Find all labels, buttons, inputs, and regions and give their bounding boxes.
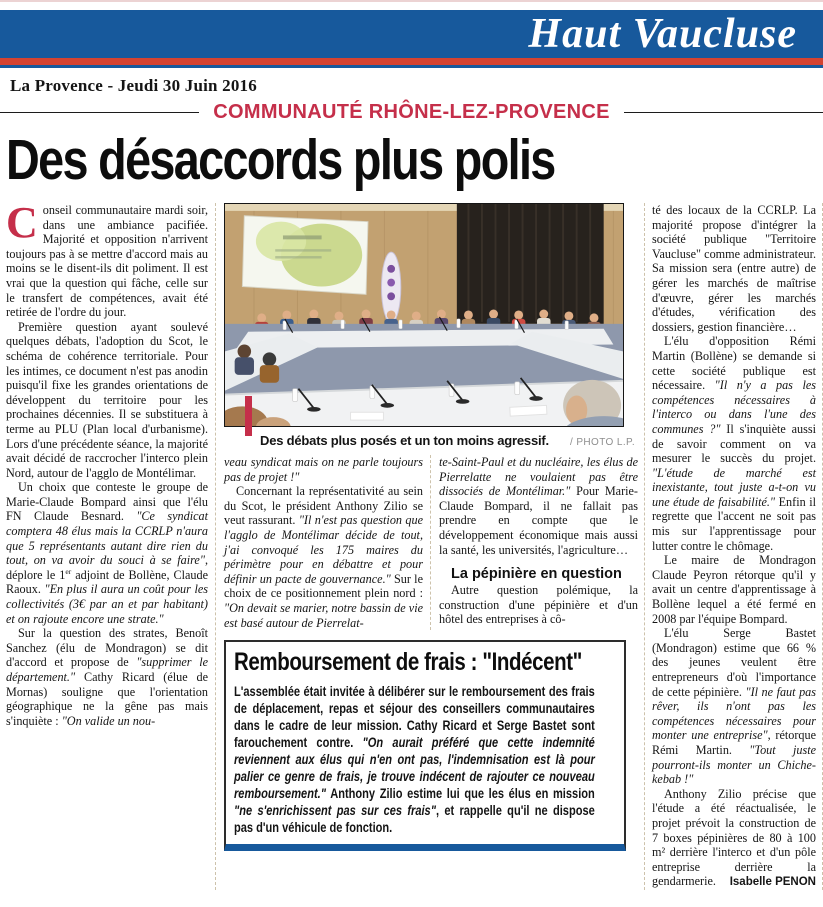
column-2 xyxy=(224,455,431,630)
photo-block xyxy=(224,203,638,427)
section-title: COMMUNAUTÉ RHÔNE-LEZ-PROVENCE xyxy=(213,101,610,123)
sidebar-box-inner xyxy=(234,648,595,836)
paragraph xyxy=(6,198,208,320)
section-row xyxy=(0,101,823,124)
caption-accent-bar xyxy=(245,396,252,436)
paragraph: Autre question polémique, la construction d'une pépinière et d'un hôtel des entreprises à cô- xyxy=(439,583,638,627)
sidebar-box xyxy=(224,640,626,851)
paragraph: L'élu Serge Bastet (Mondragon) estime que 66 % des jeunes veulent être entrepreneurs d'où l'importance de cette pépinière. "Il ne faut pas rêver, ils n'ont pas les compétences nécessaires pour monter une entreprise", rétorque Rémi Martin. "Tout juste pourront-ils monter un Chiche-kebab !" xyxy=(652,626,816,787)
subhead-pepiniere: La pépinière en question xyxy=(451,566,622,583)
meeting-photo xyxy=(224,203,624,427)
date-line: La Provence - Jeudi 30 Juin 2016 xyxy=(10,76,257,95)
sidebar-box-body: L'assemblée était invitée à délibérer sur le remboursement des frais de déplacement, repas et séjour des conseillers communautaires dans le cadre de leur mission. Cathy Ricard et Serge Bastet sont farouchement contre. "On aurait préféré que cette indemnité reviennent aux élus qui n'en ont pas, l'indemnisation est là pour palier ce genre de frais, je trouve indécent de rajouter ce nouveau remboursement." Anthony Zilio estime lui que les élus en mission "ne s'enrichissent pas sur ces frais", et rappelle qu'il ne dispose pas d'un véhicule de fonction. xyxy=(234,684,595,836)
paragraph: veau syndicat mais on ne parle toujours pas de projet !" xyxy=(224,455,423,484)
paragraph: Un choix que conteste le groupe de Marie-Claude Bompard ainsi que l'élu FN Claude Besnard. "Ce syndicat comptera 48 élus mais la CCRLP n'aura que 5 représentants autant dire rien du tout, on va avoir du souci à se faire", déplore le 1er adjoint de Bollène, Claude Raoux. "En plus il aura un coût pour les collectivités (3€ par an et par habitant) et on rajoute encore une strate." xyxy=(6,480,208,626)
paragraph: Sur la question des strates, Benoît Sanchez (élu de Mondragon) se dit d'accord et propose de "supprimer le département." Cathy Ricard (élue de Mornas) souligne que l'orientation géographique ne la gêne pas mais s'inquiète : "On valide un nou- xyxy=(6,626,208,728)
region-title: Haut Vaucluse xyxy=(528,11,797,57)
top-hairline xyxy=(0,0,823,2)
paragraph: té des locaux de la CCRLP. La majorité propose d'intégrer la société publique "Territoire Vaucluse" comme administrateur. Sa mission sera (entre autre) de gérer les marchés de maîtrise d'œuvre, gérer les marchés d'études, vérification des dossiers, gestion financière… xyxy=(652,203,816,334)
masthead-blue-stripe xyxy=(0,65,823,68)
article-body xyxy=(0,198,823,890)
photo-caption-row xyxy=(224,433,638,448)
paragraph: Concernant la représentativité au sein du Scot, le président Anthony Zilio se veut rassurant. "Il n'est pas question que l'agglo de Montélimar décide de tout, j'ai convoqué les 175 maires du périmètre pour en débattre et pour définir un pacte de gouvernance." Sur le choix de ce positionnement plein nord : "On devait se marier, notre bassin de vie est basé autour de Pierrelat- xyxy=(224,484,423,630)
section-rule-right xyxy=(624,112,823,113)
column-3 xyxy=(439,455,638,630)
paragraph xyxy=(652,787,816,889)
column-1 xyxy=(6,198,216,890)
photo-credit: / PHOTO L.P. xyxy=(569,437,635,448)
column-4 xyxy=(645,203,816,890)
photo-caption: Des débats plus posés et un ton moins agressif. xyxy=(260,433,549,448)
paragraph-text: onseil communautaire mardi soir, dans une ambiance pacifiée. Majorité et opposition n'arrivent toujours pas à se mettre d'accord mais au moins se le disent-ils dit poliment. Il est vrai que la question qui fâche, celle sur le transfert de compétences, avait été retirée de l'ordre du jour. xyxy=(6,203,208,320)
section-rule-left xyxy=(0,112,199,113)
masthead-red-stripe xyxy=(0,58,823,65)
paragraph: Première question ayant soulevé quelques débats, l'adoption du Scot, le schéma de cohérence territoriale. Pour les intimes, ce document n'est pas anodin puisqu'il fixe les grandes orientations de développent du territoire pour les prochaines décennies. Il se substituera à terme au PLU (Plan local d'urbanisme). Lors d'une précédente séance, la majorité avait décidé de raccrocher l'interco plein Nord, autour de l'agglo de Montélimar. xyxy=(6,319,208,480)
masthead-banner xyxy=(0,10,823,58)
byline: Isabelle PENON xyxy=(729,876,816,889)
paragraph: L'élu d'opposition Rémi Martin (Bollène) se demande si cette société publique est nécessaire. "Il n'y a pas les compétences nécessaires à l'interco ou dans l'une des communes ?" Il s'inquiète aussi de savoir comment on va mesurer le succès du projet. "L'étude de marché est inexistante, tout juste a-t-on vu une étude de faisabilité." Enfin il regrette que l'accent ne soit pas mis sur l'apprentissage pour lutter contre le chômage. xyxy=(652,334,816,553)
sidebar-box-title: Remboursement de frais : "Indécent" xyxy=(234,648,582,677)
column-middle xyxy=(216,203,645,890)
drop-cap: C xyxy=(6,198,38,247)
headline: Des désaccords plus polis xyxy=(6,128,555,192)
paragraph: Le maire de Mondragon Claude Peyron rétorque qu'il y avait un centre d'apprentissage à Bollène lequel a été fermé en 2008 par l'équipe Bompard. xyxy=(652,553,816,626)
paragraph-text: Anthony Zilio précise que l'étude a été réactualisée, le projet prévoit la construction de 7 boxes pépinières de 80 à 100 m² derrière l'interco et d'un pôle entreprise derrière la gendarmerie. xyxy=(652,786,816,889)
paragraph: te-Saint-Paul et du nucléaire, les élus de Pierrelatte ne voulaient pas être dissociés de Montélimar." Pour Marie-Claude Bompard, il ne fallait pas prendre en compte que le développement économique mais aussi la santé, les universités, l'agriculture… xyxy=(439,455,638,557)
sub-columns xyxy=(224,455,638,630)
